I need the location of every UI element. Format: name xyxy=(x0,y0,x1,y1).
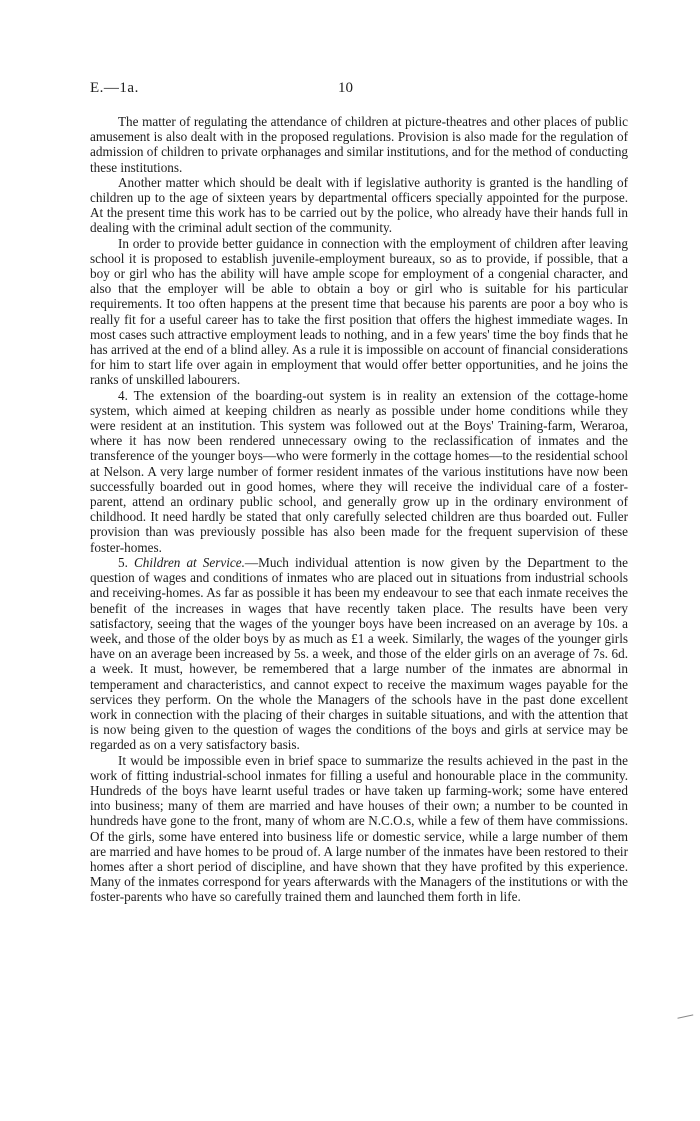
margin-pencil-mark xyxy=(677,1014,694,1024)
paragraph-departmental-officers: Another matter which should be dealt with if legislative authority is granted is the handling of children up to the age of sixteen years by departmental officers specially appointed for the purpose. At the present time this work has to be carried out by the police, who already have their hands full in dealing with the criminal adult section of the community. xyxy=(90,174,628,236)
page-header xyxy=(90,80,630,100)
page-number: 10 xyxy=(338,80,353,96)
section-number: 5. xyxy=(118,554,134,570)
paragraph-picture-theatres: The matter of regulating the attendance of children at picture-theatres and other places of public amusement is also dealt with in the proposed regulations. Provision is also made for the regulation of admission of children to private orphanages and similar institutions, and for the method of conducting these institutions. xyxy=(90,114,629,175)
body-text xyxy=(90,114,628,905)
section-heading: Children at Service. xyxy=(133,554,245,570)
paragraph-juvenile-employment: In order to provide better guidance in connection with the employment of children after leaving school it is proposed to establish juvenile-employment bureaux, so as to provide, if possible, that a boy or girl who has the ability will have ample scope for employment of a congenial character, and also that the employer will be able to obtain a boy or girl who is suitable for his particular requirements. It too often happens at the present time that because his parents are poor a boy who is really fit for a useful career has to take the first position that offers the highest immediate wages. In most cases such attractive employment leads to nothing, and in a few years' time the boy finds that he has arrived at the end of a blind alley. As a rule it is impossible on account of financial considerations for him to start life over again in employment that would offer better opportunities, and he joins the ranks of unskilled labourers. xyxy=(90,235,628,388)
paragraph-results-achieved: It would be impossible even in brief space to summarize the results achieved in the past in the work of fitting industrial-school inmates for filling a useful and honourable place in the community. Hundreds of the boys have learnt useful trades or have taken up farming-work; some have entered into business; many of them are married and have houses of their own; a number to be counted in hundreds have gone to the front, many of whom are N.C.O.s, while a few of them have commissions. Of the girls, some have entered into business life or domestic service, while a large number of them are married and have homes to be proud of. A large number of the inmates have been restored to their homes after a short period of discipline, and have shown that they have profited by this experience. Many of the inmates correspond for years afterwards with the Managers of the institutions or with the foster-parents who have so carefully trained them and launched them forth in life. xyxy=(90,752,628,905)
paragraph-children-at-service xyxy=(90,555,628,753)
section-body: —Much individual attention is now given by the Department to the question of wages and conditions of inmates who are placed out in situations from industrial schools and receiving-homes. As far as possible it has been my endeavour to see that each inmate receives the benefit of the increases in wages that have recently taken place. The results have been very satisfactory, seeing that the wages of the younger boys have been increased on an average by 10s. a week, and those of the older boys by as much as £1 a week. Similarly, the wages of the younger girls have on an average been increased by 5s. a week, and those of the elder girls on an average of 7s. 6d. a week. It must, however, be remembered that a large number of the inmates are abnormal in temperament and characteristics, and cannot expect to receive the maximum wages payable for the services they perform. On the whole the Managers of the schools have in the past done excellent work in connection with the placing of their charges in suitable situations, and with the attention that is now being given to the question of wages the conditions of the boys and girls at service may be regarded as on a very satisfactory basis. xyxy=(90,554,629,753)
document-reference: E.—1a. xyxy=(90,80,139,96)
paragraph-boarding-out-system: 4. The extension of the boarding-out system is in reality an extension of the cottage-home system, which aimed at keeping children as nearly as possible under home conditions while they were resident at an institution. This system was followed out at the Boys' Training-farm, Weraroa, where it has now been rendered unnecessary owing to the reclassification of inmates and the transference of the younger boys—who were formerly in the cottage homes—to the residential school at Nelson. A very large number of former resident inmates of the various institutions have now been successfully boarded out in good homes, where they will receive the individual care of a foster-parent, attend an ordinary public school, and generally grow up in the ordinary environment of childhood. It need hardly be stated that only carefully selected children are thus boarded out. Fuller provision than was previously possible has also been made for the frequent supervision of these foster-homes. xyxy=(90,387,628,555)
